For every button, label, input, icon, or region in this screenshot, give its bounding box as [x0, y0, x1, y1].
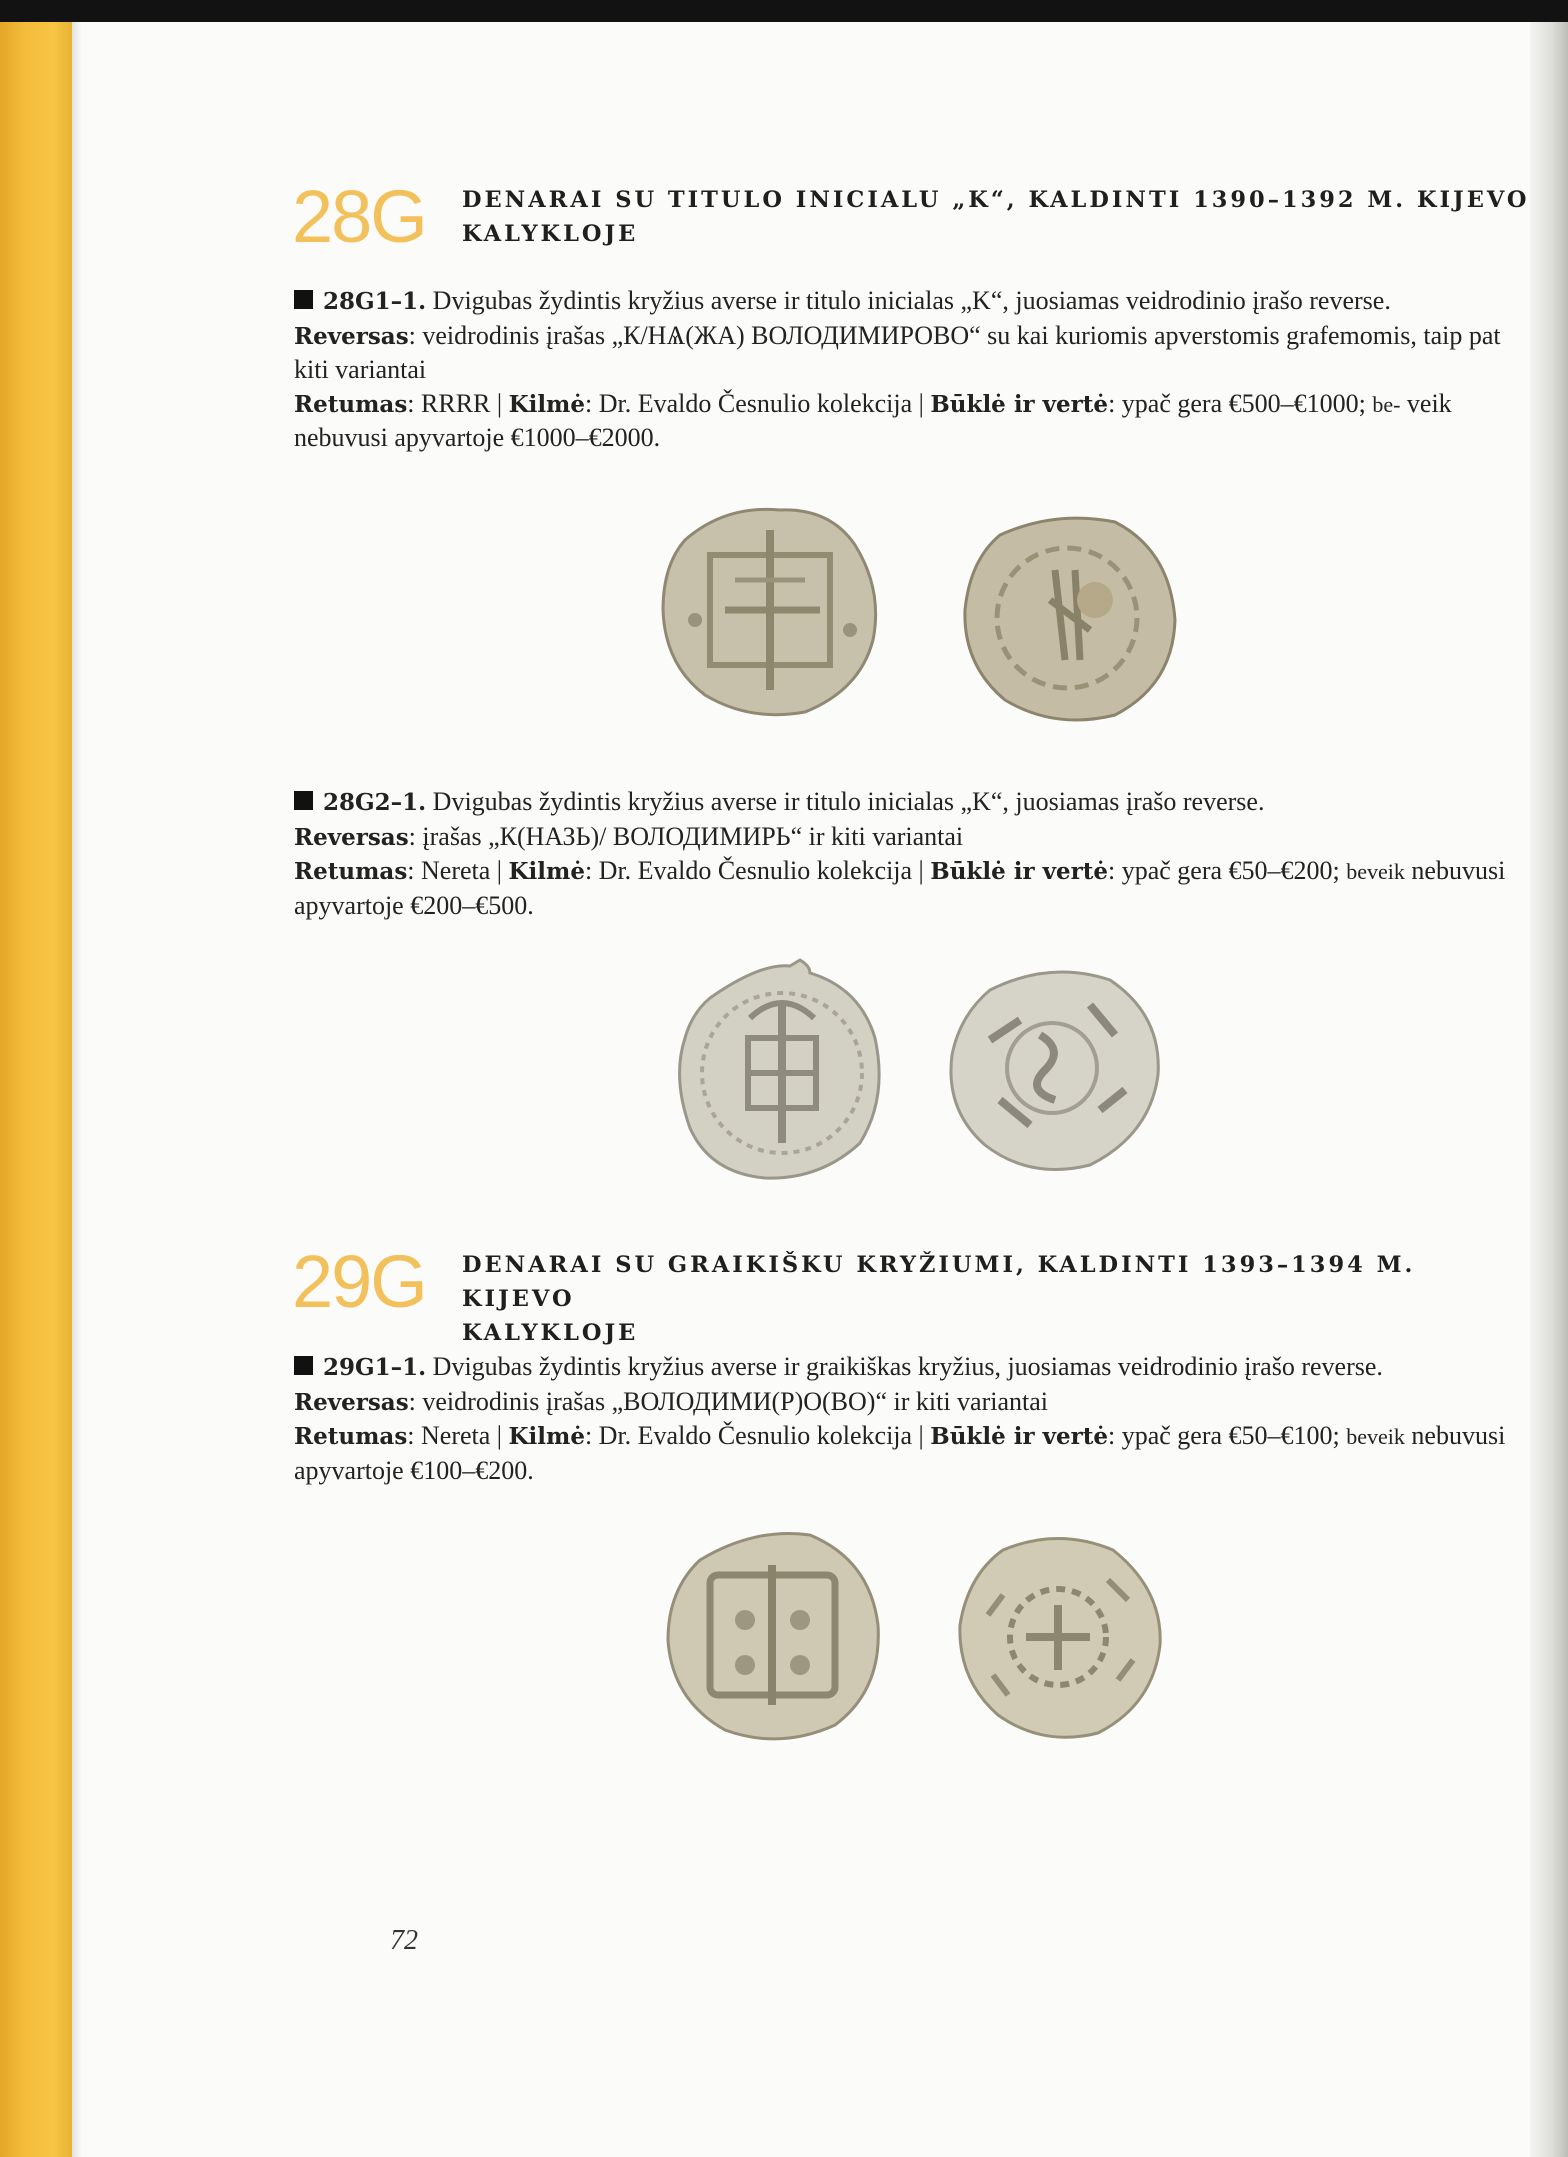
section-title [462, 183, 1532, 251]
coin-reverse-image [955, 510, 1180, 725]
entry-line [294, 284, 1532, 319]
field-label: Retumas [294, 1423, 408, 1450]
field-value: : Dr. Evaldo Česnulio kolekcija | [584, 1421, 931, 1450]
section-title-line: DENARAI SU GRAIKIŠKU KRYŽIUMI, KALDINTI 1393–1394 M. KIJEVO [462, 1252, 1416, 1312]
coin-entry [294, 1350, 1532, 1487]
bullet-square-icon [294, 791, 313, 810]
page-number: 72 [390, 1925, 418, 1956]
entry-line [294, 1350, 1532, 1385]
entry-line [294, 319, 1532, 387]
field-label: Reversas [294, 1388, 409, 1416]
coin-obverse-image [655, 500, 885, 720]
entry-description: Dvigubas žydintis kryžius averse ir titulo inicialas „K“, juosiamas įrašo reverse. [432, 787, 1265, 816]
entry-description: Dvigubas žydintis kryžius averse ir titulo inicialas „K“, juosiamas veidrodinio įrašo reverse. [432, 286, 1391, 315]
bullet-square-icon [294, 1356, 313, 1375]
coin-entry [294, 785, 1532, 922]
entry-line [294, 820, 1532, 855]
field-label: Kilmė [508, 390, 586, 418]
entry-line [294, 854, 1532, 922]
bullet-square-icon [294, 290, 313, 309]
coin-entry [294, 284, 1532, 455]
field-value: : Nereta | [407, 856, 509, 885]
field-value: : Dr. Evaldo Česnulio kolekcija | [584, 856, 931, 885]
field-value: beveik [1346, 859, 1405, 884]
entry-code: 29G1–1. [323, 1354, 427, 1381]
coin-reverse-image [948, 1525, 1168, 1745]
field-label: Retumas [294, 858, 408, 885]
field-label: Kilmė [508, 1423, 585, 1450]
coin-obverse-image [670, 958, 890, 1183]
entry-line [294, 1385, 1532, 1420]
field-value: : RRRR | [407, 388, 509, 418]
field-label: Būklė ir vertė [930, 858, 1108, 885]
field-value: nebuvusi apyvartoje €200–€500. [294, 856, 1506, 920]
section-number: 28G [292, 175, 426, 258]
section-title-line: DENARAI SU TITULO INICIALU „K“, KALDINTI 1390–1392 M. KIJEVO [462, 187, 1530, 213]
field-value: : ypač gera €500–€1000; [1108, 388, 1373, 418]
section-number: 29G [292, 1240, 426, 1323]
field-label: Kilmė [508, 858, 585, 885]
reversas-text: : veidrodinis įrašas „ВОЛОДИМИ(Р)О(ВО)“ ir kiti variantai [408, 1386, 1048, 1416]
page-spine-band [0, 22, 72, 2157]
field-label: Reversas [294, 823, 409, 851]
spine-shadow [72, 22, 82, 2157]
field-label: Retumas [294, 390, 408, 418]
field-value: : ypač gera €50–€100; [1107, 1421, 1347, 1450]
entry-line [294, 785, 1532, 820]
entry-line [294, 1419, 1532, 1487]
page-right-edge [1530, 22, 1568, 2157]
entry-code: 28G1–1. [323, 288, 427, 315]
field-label: Būklė ir vertė [930, 390, 1109, 418]
coin-obverse-image [660, 1525, 885, 1745]
field-value: : Nereta | [407, 1421, 509, 1450]
coin-reverse-image [940, 960, 1165, 1175]
reversas-text: : įrašas „К(НАЗЬ)/ ВОЛОДИМИРЬ“ ir kiti variantai [408, 821, 964, 851]
field-value: : Dr. Evaldo Česnulio kolekcija | [585, 388, 931, 418]
section-title-line: KALYKLOJE [462, 221, 639, 247]
entry-description: Dvigubas žydintis kryžius averse ir graikiškas kryžius, juosiamas veidrodinio įrašo reverse. [432, 1352, 1383, 1381]
field-value: nebuvusi apyvartoje €100–€200. [294, 1421, 1506, 1485]
section-title-line: KALYKLOJE [462, 1320, 639, 1346]
section-title [462, 1248, 1532, 1350]
field-label: Reversas [294, 322, 409, 350]
field-value: veik nebuvusi apyvartoje €1000–€2000. [294, 388, 1452, 452]
field-value: be- [1372, 391, 1401, 417]
field-value: beveik [1346, 1424, 1405, 1449]
entry-code: 28G2–1. [323, 789, 427, 816]
entry-line [294, 387, 1532, 455]
field-label: Būklė ir vertė [930, 1423, 1108, 1450]
field-value: : ypač gera €50–€200; [1107, 856, 1347, 885]
reversas-text: : veidrodinis įrašas „К/НѦ(ЖА) ВОЛОДИМИРОВО“ su kai kuriomis apverstomis grafemomis, taip pat kiti variantai [294, 320, 1501, 384]
